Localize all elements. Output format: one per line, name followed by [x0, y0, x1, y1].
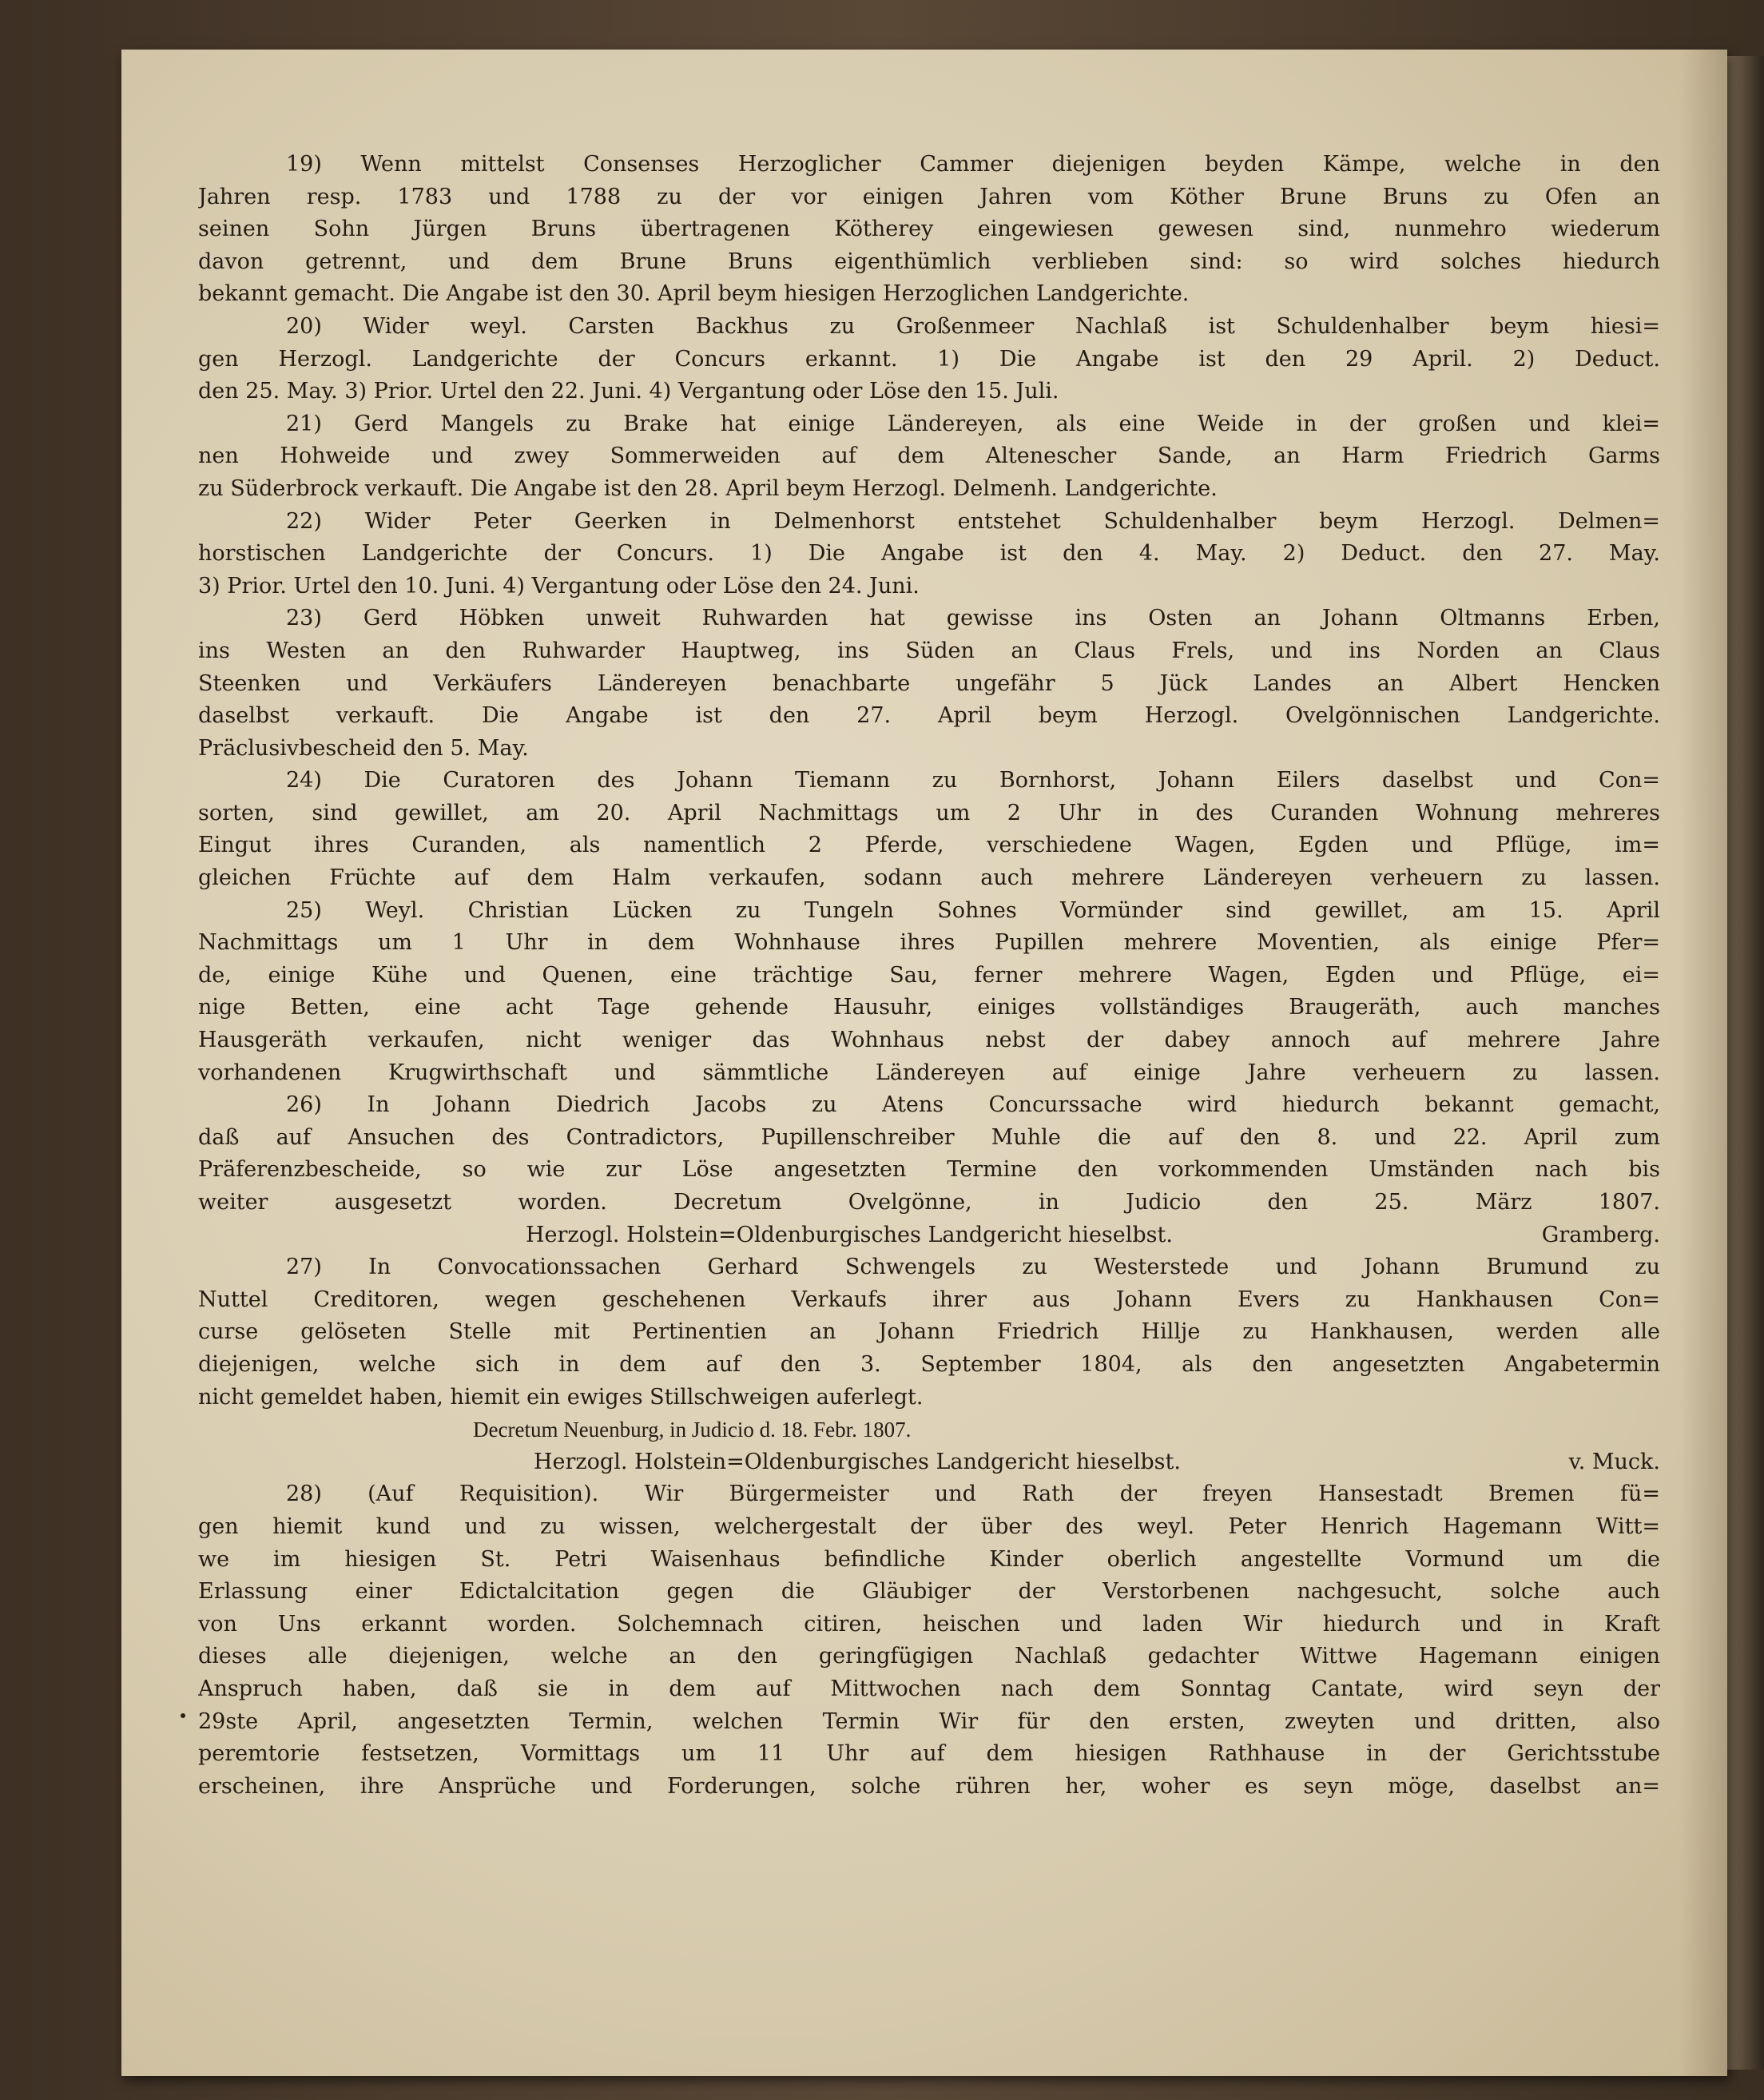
- text-line: 27) In Convocationssachen Gerhard Schwengels zu Westerstede und Johann Brumund zu: [286, 1255, 1660, 1280]
- text-line: ins Westen an den Ruhwarder Hauptweg, ins Süden an Claus Frels, und ins Norden an Claus: [198, 638, 1660, 663]
- text-line: seinen Sohn Jürgen Bruns übertragenen Kötherey eingewiesen gewesen sind, nunmehro wiederum: [198, 217, 1660, 242]
- ink-spot: [181, 1713, 185, 1718]
- signatory-name: Gramberg.: [1541, 1222, 1660, 1247]
- text-line: Erlassung einer Edictalcitation gegen die Gläubiger der Verstorbenen nachgesucht, solche auch: [198, 1579, 1660, 1605]
- text-line: 28) (Auf Requisition). Wir Bürgermeister und Rath der freyen Hansestadt Bremen fü=: [286, 1482, 1660, 1507]
- text-line: peremtorie festsetzen, Vormittags um 11 Uhr auf dem hiesigen Rathhause in der Gerichtsstube: [198, 1741, 1660, 1767]
- text-line: Anspruch haben, daß sie in dem auf Mittwochen nach dem Sonntag Cantate, wird seyn der: [198, 1676, 1660, 1701]
- text-line: 23) Gerd Höbken unweit Ruhwarden hat gewisse ins Osten an Johann Oltmanns Erben,: [286, 606, 1660, 631]
- text-line: Präferenzbescheide, so wie zur Löse angesetzten Termine den vorkommenden Umständen nach bis: [198, 1157, 1660, 1183]
- text-line: Jahren resp. 1783 und 1788 zu der vor einigen Jahren vom Köther Brune Bruns zu Ofen an: [198, 184, 1660, 209]
- text-line: nicht gemeldet haben, hiemit ein ewiges Stillschweigen auferlegt.: [198, 1384, 924, 1410]
- text-line: 19) Wenn mittelst Consenses Herzoglicher Cammer diejenigen beyden Kämpe, welche in den: [286, 152, 1660, 177]
- text-line: gen hiemit kund und zu wissen, welchergestalt der über des weyl. Peter Henrich Hagemann Witt=: [198, 1513, 1660, 1539]
- text-line: Präclusivbescheid den 5. May.: [198, 735, 529, 761]
- text-line: Nuttel Creditoren, wegen geschehenen Verkaufs ihrer aus Johann Evers zu Hankhausen Con=: [198, 1287, 1660, 1312]
- text-line: curse gelöseten Stelle mit Pertinentien an Johann Friedrich Hillje zu Hankhausen, werden alle: [198, 1319, 1660, 1345]
- text-line: daselbst verkauft. Die Angabe ist den 27. April beym Herzogl. Ovelgönnischen Landgerichte.: [198, 703, 1660, 729]
- text-line: nen Hohweide und zwey Sommerweiden auf dem Altenescher Sande, an Harm Friedrich Garms: [198, 443, 1660, 469]
- text-line: 22) Wider Peter Geerken in Delmenhorst entstehet Schuldenhalber beym Herzogl. Delmen=: [286, 508, 1660, 534]
- text-line: 29ste April, angesetzten Termin, welchen Termin Wir für den ersten, zweyten und dritten, also: [198, 1708, 1660, 1734]
- signatory-name: v. Muck.: [1568, 1449, 1660, 1474]
- text-line: diejenigen, welche sich in dem auf den 3. September 1804, als den angesetzten Angabetermin: [198, 1351, 1660, 1377]
- text-line: Hausgeräth verkaufen, nicht weniger das Wohnhaus nebst der dabey annoch auf mehrere Jahre: [198, 1028, 1660, 1053]
- text-line: daß auf Ansuchen des Contradictors, Pupillenschreiber Muhle die auf den 8. und 22. April zum: [198, 1124, 1660, 1150]
- text-line: den 25. May. 3) Prior. Urtel den 22. Juni. 4) Vergantung oder Löse den 15. Juli.: [198, 379, 1059, 404]
- text-line: sorten, sind gewillet, am 20. April Nachmittags um 2 Uhr in des Curanden Wohnung mehreres: [198, 800, 1660, 825]
- text-line: von Uns erkannt worden. Solchemnach citiren, heischen und laden Wir hiedurch und in Kraft: [198, 1611, 1660, 1637]
- text-line: bekannt gemacht. Die Angabe ist den 30. April beym hiesigen Herzoglichen Landgerichte.: [198, 281, 1190, 307]
- page-shadow: [1679, 50, 1727, 2076]
- text-line: Steenken und Verkäufers Ländereyen benachbarte ungefähr 5 Jück Landes an Albert Hencken: [198, 670, 1660, 696]
- text-line: we im hiesigen St. Petri Waisenhaus befindliche Kinder oberlich angestellte Vormund um die: [198, 1546, 1660, 1572]
- text-line: gleichen Früchte auf dem Halm verkaufen, sodann auch mehrere Ländereyen verheuern zu lassen.: [198, 865, 1660, 891]
- text-line: gen Herzogl. Landgerichte der Concurs erkannt. 1) Die Angabe ist den 29 April. 2) Deduct.: [198, 346, 1660, 372]
- court-name: Herzogl. Holstein=Oldenburgisches Landgericht hieselbst.: [534, 1449, 1181, 1474]
- text-line: erscheinen, ihre Ansprüche und Forderungen, solche rühren her, woher es seyn möge, daselbst an=: [198, 1773, 1660, 1799]
- text-line: 25) Weyl. Christian Lücken zu Tungeln Sohnes Vormünder sind gewillet, am 15. April: [286, 897, 1660, 923]
- text-line: davon getrennt, und dem Brune Bruns eigenthümlich verblieben sind: so wird solches hiedurch: [198, 249, 1660, 274]
- text-line: zu Süderbrock verkauft. Die Angabe ist den 28. April beym Herzogl. Delmenh. Landgerichte.: [198, 475, 1218, 501]
- text-line: de, einige Kühe und Quenen, eine trächtige Sau, ferner mehrere Wagen, Egden und Pflüge, ei=: [198, 962, 1660, 988]
- text-line: 20) Wider weyl. Carsten Backhus zu Großenmeer Nachlaß ist Schuldenhalber beym hiesi=: [286, 313, 1660, 339]
- text-line: nige Betten, eine acht Tage gehende Hausuhr, einiges vollständiges Braugeräth, auch manches: [198, 995, 1660, 1020]
- court-name: Herzogl. Holstein=Oldenburgisches Landgericht hieselbst.: [526, 1222, 1173, 1247]
- text-line: Eingut ihres Curanden, als namentlich 2 Pferde, verschiedene Wagen, Egden und Pflüge, im=: [198, 833, 1660, 858]
- text-line: 24) Die Curatoren des Johann Tiemann zu Bornhorst, Johann Eilers daselbst und Con=: [286, 768, 1660, 793]
- court-signature: [198, 1446, 1660, 1479]
- text-line: dieses alle diejenigen, welche an den geringfügigen Nachlaß gedachter Wittwe Hagemann einigen: [198, 1644, 1660, 1669]
- text-line: 21) Gerd Mangels zu Brake hat einige Ländereyen, als eine Weide in der großen und klei=: [286, 411, 1660, 436]
- decree-line: Decretum Neuenburg, in Judicio d. 18. Febr. 1807.: [473, 1418, 912, 1442]
- text-line: 26) In Johann Diedrich Jacobs zu Atens Concurssache wird hiedurch bekannt gemacht,: [286, 1092, 1660, 1118]
- text-line: 3) Prior. Urtel den 10. Juni. 4) Vergantung oder Löse den 24. Juni.: [198, 573, 920, 599]
- court-signature: [198, 1219, 1660, 1252]
- text-line: weiter ausgesetzt worden. Decretum Ovelgönne, in Judicio den 25. März 1807.: [198, 1190, 1660, 1215]
- text-line: horstischen Landgerichte der Concurs. 1) Die Angabe ist den 4. May. 2) Deduct. den 27. May.: [198, 541, 1660, 567]
- text-line: Nachmittags um 1 Uhr in dem Wohnhause ihres Pupillen mehrere Moventien, als einige Pfer=: [198, 930, 1660, 956]
- notice-text: [198, 149, 1660, 1803]
- text-line: vorhandenen Krugwirthschaft und sämmtliche Ländereyen auf einige Jahre verheuern zu lassen.: [198, 1060, 1660, 1085]
- book-page-stack: [1727, 56, 1764, 2070]
